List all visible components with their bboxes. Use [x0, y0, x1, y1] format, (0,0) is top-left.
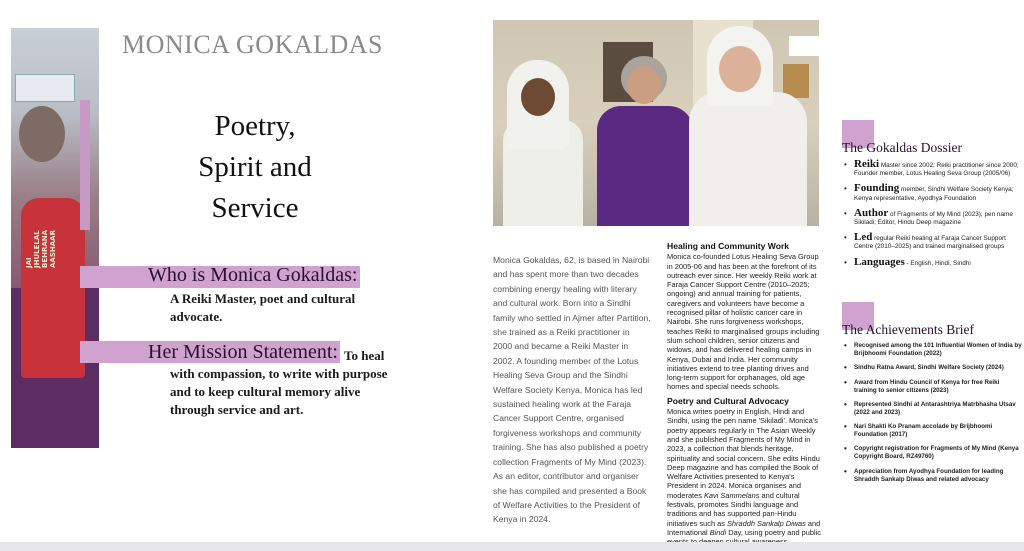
photo-shawl-text: JAI JHULELAL BEHRANA AASHAAR [25, 229, 57, 268]
poetry-body-part-4: Day, using poetry and public [728, 527, 821, 537]
poetry-body-part-2: and cultural festivals, promotes Sindhi language and traditions and has supported pan-Hindu initiatives such as [667, 490, 800, 528]
who-heading: Who is Monica Gokaldas: [148, 264, 358, 286]
tagline-line-1: Poetry, [214, 110, 296, 142]
bottom-scroll-strip [0, 542, 1024, 551]
dossier-keyword: Author [854, 206, 889, 219]
dossier-list [842, 160, 1022, 274]
dossier-text: - English, Hindi, Sindhi [904, 259, 971, 267]
photo-nun-right-face [719, 46, 761, 92]
dossier-keyword: Languages [854, 255, 905, 268]
dossier-item [842, 206, 1022, 227]
dossier-item [842, 233, 1022, 251]
photo-person-head [19, 106, 65, 162]
poetry-body-em-2: Shraddh Sankalp Diwas [726, 518, 806, 528]
bio-paragraph: Monica Gokaldas, 62, is based in Nairobi and has spent more than two decades combining energy healing with literary and cultural work. Born into a Sindhi family who settled in Ajmer after Partition, she trained as a Reiki practitioner in 2000 and became a Reiki Master in 2002. A founding member of the Lotus Healing Seva Group and the Sindhi Welfare Society Kenya, Monica has led sustained healing work at the Faraja Cancer Support Centre, organised forgiveness workshops and community training. She has also published a poetry collection Fragments of My Mind (2023). As an editor, contributor and organiser she has compiled and presented a Book of Welfare Activities to the President of Kenya in 2024. [493, 255, 651, 525]
dossier-text: of Fragments of My Mind (2023); pen name Sikiladi; Editor, Hindu Deep magazine [854, 210, 1013, 227]
dossier-text: member, Sindhi Welfare Society Kenya; Kenya representative, Ayodhya Foundation [854, 186, 1014, 202]
dossier-keyword: Founding [854, 182, 900, 195]
left-accent-stripe [80, 100, 90, 230]
healing-body: Monica co-founded Lotus Healing Seva Group in 2005-06 and has been at the forefront of its outreach ever since. Her weekly Reiki work at Faraja Cancer Support Centre (2010–2025; ongoing) and annual training for patients, caregivers and volunteers have become a recognised pillar of holistic cancer care in Nairobi. She runs forgiveness workshops, teaches Reiki to marginalised groups including slum school children, senior citizens and widows, and has delivered healing camps in Kenya, Dubai and India. Her community initiatives extend to tree planting drives and long-term support for orphanages, old age homes and special needs schools. [667, 252, 820, 392]
article-column [667, 242, 823, 551]
achievement-item: • Recognised among the 101 Influential Women of India by Brijbhoomi Foundation (2022) [842, 342, 1022, 358]
photo-woman-body [597, 106, 693, 226]
dossier-keyword: Led [854, 231, 873, 244]
photo-corner-block [789, 36, 819, 56]
dossier-item [842, 184, 1022, 202]
group-photo [493, 20, 819, 226]
dossier-heading: The Gokaldas Dossier [842, 140, 962, 155]
achievements-list [842, 342, 1022, 490]
left-portrait-photo [11, 28, 99, 448]
mission-body: To heal with compassion, to write with purpose and to keep cultural memory alive through service and art. [170, 348, 388, 417]
poetry-body-em-3: Bindi [709, 527, 727, 537]
dossier-text: regular Reiki healing at Faraja Cancer Support Centre (2010–2025) and trained marginalised groups [854, 235, 1006, 251]
tagline-line-3: Service [211, 192, 299, 224]
dossier-item [842, 160, 1022, 178]
healing-heading: Healing and Community Work [667, 241, 790, 251]
achievements-heading: The Achievements Brief [842, 322, 974, 337]
tagline [150, 106, 360, 229]
achievement-item: • Award from Hindu Council of Kenya for free Reiki training to senior citizens (2023) [842, 379, 1022, 395]
dossier-item [842, 255, 1022, 268]
mission-heading: Her Mission Statement: [148, 341, 338, 363]
achievement-item: • Copyright registration for Fragments of My Mind (Kenya Copyright Board, RZ49760) [842, 445, 1022, 461]
tagline-line-2: Spirit and [198, 151, 312, 183]
who-body: A Reiki Master, poet and cultural advocate. [170, 291, 356, 324]
poetry-body-part-3: and International [667, 518, 821, 537]
poetry-body [667, 407, 823, 546]
poetry-body-part-1: Monica writes poetry in English, Hindi and Sindhi, using the pen name 'Sikiladi'. Monica's poetry appears regularly in The Asian Weekly and she published Fragments of My Mind in 2023, a collection that blends heritage, spirituality and social concern. She edits Hindu Deep magazine and has compiled the Book of Welfare Activities presented to Kenya's President in 2024. Monica organises and moderates [667, 407, 820, 500]
achievement-item: • Represented Sindhi at Antarashtriya Matrbhasha Utsav (2022 and 2023) [842, 401, 1022, 417]
achievement-item: • Sindhu Ratna Award, Sindhi Welfare Society (2024) [842, 364, 1022, 372]
photo-sign [15, 74, 75, 102]
photo-nun-left-face [521, 78, 555, 116]
dossier-keyword: Reiki [854, 158, 880, 170]
photo-woman-face [627, 66, 661, 104]
poetry-body-em-1: Kavi Sammelans [703, 490, 760, 500]
page-title: MONICA GOKALDAS [122, 30, 384, 59]
poetry-heading: Poetry and Cultural Advocacy [667, 395, 789, 406]
dossier-text: Master since 2002; Reiki practitioner since 2000; Founder member, Lotus Healing Seva Group (2005/06) [854, 162, 1019, 178]
photo-nun-right-body [689, 92, 807, 226]
achievement-item: • Nari Shakti Ko Pranam accolade by Brijbhoomi Foundation (2017) [842, 423, 1022, 439]
achievement-item: • Appreciation from Ayodhya Foundation for leading Shraddh Sankalp Diwas and related advocacy [842, 468, 1022, 484]
